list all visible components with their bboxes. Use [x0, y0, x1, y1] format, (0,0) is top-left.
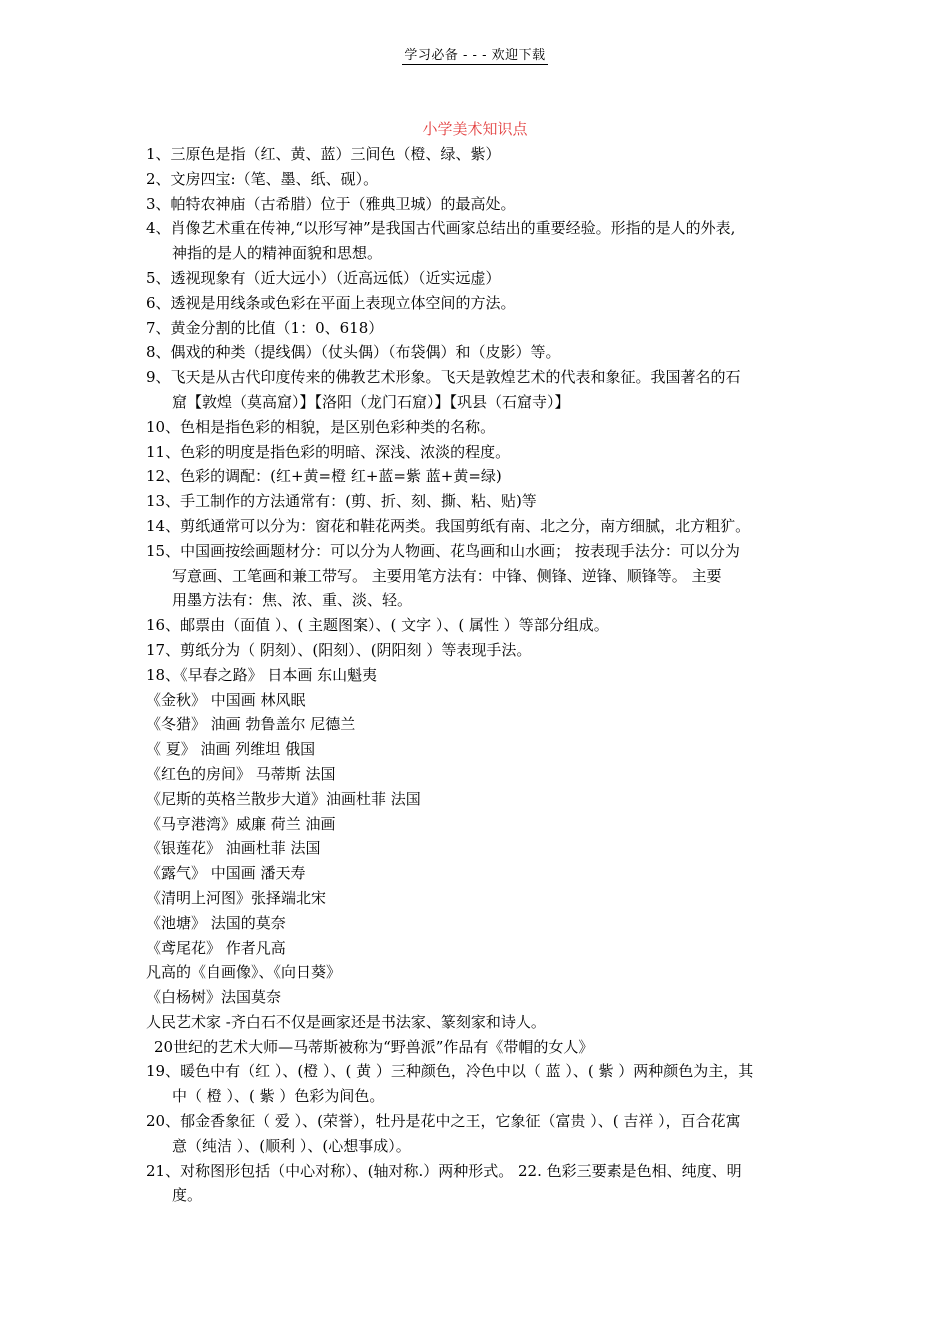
- text-line: 19、暖色中有（红 ）、(橙 ）、( 黄 ）三种颜色，冷色中以（ 蓝 ）、( 紫 ）两种颜色为主，其: [146, 1062, 754, 1081]
- text-line: 《马亨港湾》威廉 荷兰 油画: [146, 814, 336, 833]
- text-line: 5、透视现象有（近大远小）（近高远低）（近实远虚）: [146, 268, 501, 287]
- text-line: 21、对称图形包括（中心对称）、(轴对称.）两种形式。 22. 色彩三要素是色相、纯度、明: [146, 1161, 742, 1180]
- text-line: 10、色相是指色彩的相貌，是区别色彩种类的名称。: [146, 417, 496, 436]
- text-line: 人民艺术家 -齐白石不仅是画家还是书法家、篆刻家和诗人。: [146, 1012, 546, 1031]
- text-line: 20世纪的艺术大师—马蒂斯被称为“野兽派”作品有《带帽的女人》: [154, 1037, 594, 1056]
- text-line: 《尼斯的英格兰散步大道》油画杜菲 法国: [146, 789, 421, 808]
- text-line: 2、文房四宝:（笔、墨、纸、砚）。: [146, 169, 379, 188]
- text-line: 16、邮票由（面值 ）、( 主题图案）、( 文字 ）、( 属性 ）等部分组成。: [146, 616, 609, 635]
- text-line: 《冬猎》 油画 勃鲁盖尔 尼德兰: [146, 715, 356, 734]
- document-body: [146, 142, 822, 1208]
- text-line: 凡高的《自画像》、《向日葵》: [146, 963, 342, 982]
- text-line: 《银莲花》 油画杜菲 法国: [146, 839, 321, 858]
- text-line: 11、色彩的明度是指色彩的明暗、深浅、浓淡的程度。: [146, 442, 511, 461]
- text-line: 写意画、工笔画和兼工带写。 主要用笔方法有：中锋、侧锋、逆锋、顺锋等。 主要: [172, 566, 722, 585]
- text-line: 17、剪纸分为（ 阴刻）、(阳刻）、(阴阳刻 ）等表现手法。: [146, 640, 532, 659]
- text-line: 7、黄金分割的比值（1：0、618）: [146, 318, 384, 337]
- text-line: 神指的是人的精神面貌和思想。: [172, 244, 383, 263]
- text-line: 20、郁金香象征（ 爱 ）、(荣誉），牡丹是花中之王，它象征（富贵 ）、( 吉祥 ），百合花寓: [146, 1112, 741, 1131]
- text-line: 《白杨树》法国莫奈: [146, 988, 282, 1007]
- text-line: 6、透视是用线条或色彩在平面上表现立体空间的方法。: [146, 293, 516, 312]
- text-line: 用墨方法有：焦、浓、重、淡、轻。: [172, 591, 413, 610]
- text-line: 4、肖像艺术重在传神,“以形写神”是我国古代画家总结出的重要经验。形指的是人的外表,: [146, 219, 736, 238]
- text-line: 《清明上河图》张择端北宋: [146, 888, 327, 907]
- text-line: 12、色彩的调配：(红+黄=橙 红+蓝=紫 蓝+黄=绿): [146, 467, 502, 486]
- text-line: 《 夏》 油画 列维坦 俄国: [146, 740, 316, 759]
- text-line: 《金秋》 中国画 林风眠: [146, 690, 306, 709]
- text-line: 18、《早春之路》 日本画 东山魁夷: [146, 665, 378, 684]
- text-line: 1、三原色是指（红、黄、蓝）三间色（橙、绿、紫）: [146, 145, 501, 163]
- header-text: 学习必备 - - - 欢迎下载: [404, 48, 546, 63]
- page-header: [0, 44, 950, 63]
- document-title: 小学美术知识点: [422, 120, 528, 138]
- text-line: 3、帕特农神庙（古希腊）位于（雅典卫城）的最高处。: [146, 194, 516, 213]
- text-line: 《红色的房间》 马蒂斯 法国: [146, 764, 336, 783]
- text-line: 《露气》 中国画 潘天寿: [146, 864, 306, 883]
- text-line: 《池塘》 法国的莫奈: [146, 913, 286, 932]
- text-line: 度。: [172, 1186, 203, 1205]
- text-line: 14、剪纸通常可以分为：窗花和鞋花两类。我国剪纸有南、北之分，南方细腻，北方粗犷。: [146, 516, 751, 535]
- text-line: 13、手工制作的方法通常有：(剪、折、刻、撕、粘、贴)等: [146, 492, 537, 511]
- text-line: 意（纯洁 ）、(顺利 ）、(心想事成）。: [172, 1136, 411, 1155]
- text-line: 9、飞天是从古代印度传来的佛教艺术形象。飞天是敦煌艺术的代表和象征。我国著名的石: [146, 368, 741, 387]
- text-line: 《鸢尾花》 作者凡高: [146, 938, 286, 957]
- text-line: 窟【敦煌（莫高窟）】【洛阳（龙门石窟）】【巩县（石窟寺）】: [172, 392, 570, 411]
- text-line: 8、偶戏的种类（提线偶）（仗头偶）（布袋偶）和（皮影）等。: [146, 343, 561, 362]
- text-line: 15、中国画按绘画题材分：可以分为人物画、花鸟画和山水画； 按表现手法分：可以分为: [146, 541, 740, 560]
- text-line: 中（ 橙 ）、( 紫 ）色彩为间色。: [172, 1087, 385, 1106]
